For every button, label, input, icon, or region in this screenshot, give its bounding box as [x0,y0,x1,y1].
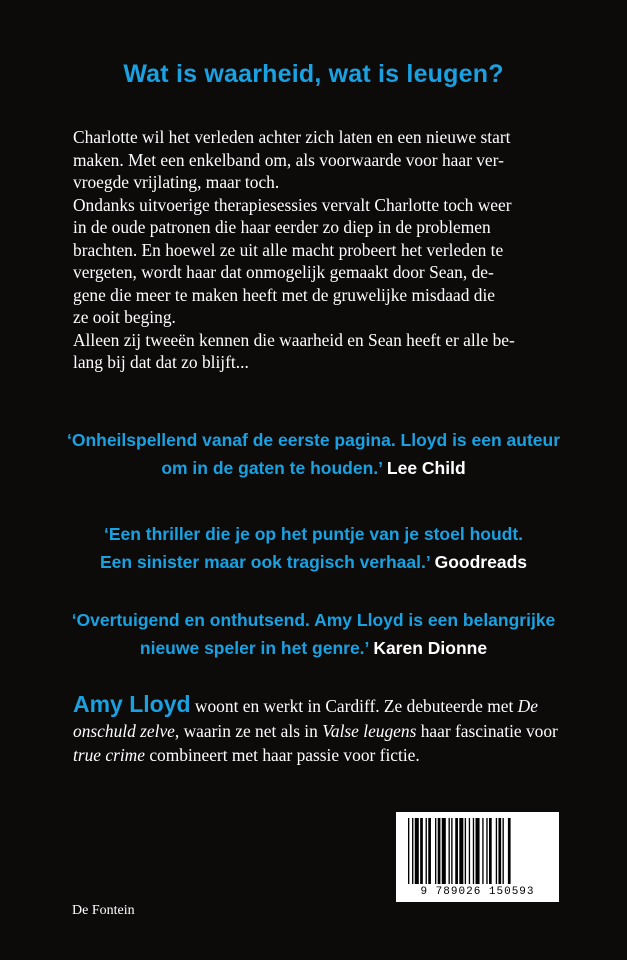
blurb-line: vergeten, wordt haar dat onmogelijk gemaakt door Sean, de- [73,262,494,282]
barcode-bar [412,818,413,884]
barcode-bar [473,818,474,884]
barcode-bar [486,818,487,884]
barcode-bar [459,818,463,884]
blurb-line: in de oude patronen die haar eerder zo diep in de problemen [73,217,491,237]
blurb-line: brachten. En hoewel ze uit alle macht probeert het verleden te [73,239,504,260]
barcode-bar [498,818,501,884]
barcode-bar [503,818,504,884]
blurb-line: lang bij dat dat zo blijft... [73,352,249,372]
barcode-bar [415,818,419,884]
bio-text: haar fascinatie voor [416,720,558,741]
quote-text: nieuwe speler in het genre.’ [139,638,369,658]
blurb-line: Charlotte wil het verleden achter zich laten en een nieuwe start [73,127,511,147]
barcode-bar [449,818,450,884]
quote-text: ‘Onheilspellend vanaf de eerste pagina. Lloyd is een auteur [66,430,561,450]
quote-text: ‘Een thriller die je op het puntje van je stoel houdt. [103,524,524,544]
barcode-bars [396,812,559,886]
quote-source: Lee Child [386,458,466,478]
barcode-bar [508,818,511,884]
barcode-bar [408,818,409,884]
quote-text: Een sinister maar ook tragisch verhaal.’ [100,552,430,572]
bio-text: , waarin ze net als in [174,720,323,741]
quote-source: Goodreads [434,552,527,572]
barcode-bar [465,818,466,884]
book-title: De onschuld zelve [73,696,538,741]
publisher-name: De Fontein [72,903,135,918]
bio-text: combineert met haar passie voor fictie. [144,745,420,765]
barcode [396,812,559,902]
blurb-line: ze ooit beging. [73,307,176,327]
review-quote [0,426,627,482]
blurb-line: maken. Met een enkelband om, als voorwaarde voor haar ver- [73,149,504,170]
bio-text: woont en werkt in Cardiff. Ze debuteerde met [190,696,518,716]
barcode-digits: 9 789026 150593 [420,886,535,898]
blurb-paragraph-1 [73,126,563,194]
quote-text: ‘Overtuigend en onthutsend. Amy Lloyd is een belangrijke [71,610,556,630]
blurb-line: vroegde vrijlating, maar toch. [73,172,280,192]
blurb-line: Ondanks uitvoerige therapiesessies vervalt Charlotte toch weer [73,194,512,215]
review-quote [0,606,627,662]
blurb-line: Alleen zij tweeën kennen die waarheid en Sean heeft er alle be- [73,329,515,350]
barcode-bar [482,818,483,884]
blurb-paragraph-3 [73,329,563,374]
barcode-bar [426,818,427,884]
barcode-bar [476,818,480,884]
barcode-bar [442,818,446,884]
barcode-bar [435,818,436,884]
barcode-bar [496,818,497,884]
barcode-bar [420,818,423,884]
author-name: Amy Lloyd [73,691,191,717]
blurb [73,126,563,374]
quote-text: om in de gaten te houden.’ [161,458,383,478]
barcode-bar [438,818,441,884]
author-bio [73,692,573,768]
blurb-line: gene die meer te maken heeft met de gruwelijke misdaad die [73,284,496,305]
barcode-bar [455,818,458,884]
genre-term: true crime [73,745,145,765]
barcode-bar [428,818,431,884]
review-quote [0,520,627,576]
barcode-bar [451,818,452,884]
headline: Wat is waarheid, wat is leugen? [123,60,504,88]
book-title: Valse leugens [322,720,417,741]
barcode-bar [469,818,470,884]
quote-source: Karen Dionne [373,638,488,658]
blurb-paragraph-2 [73,194,563,329]
barcode-bar [489,818,492,884]
